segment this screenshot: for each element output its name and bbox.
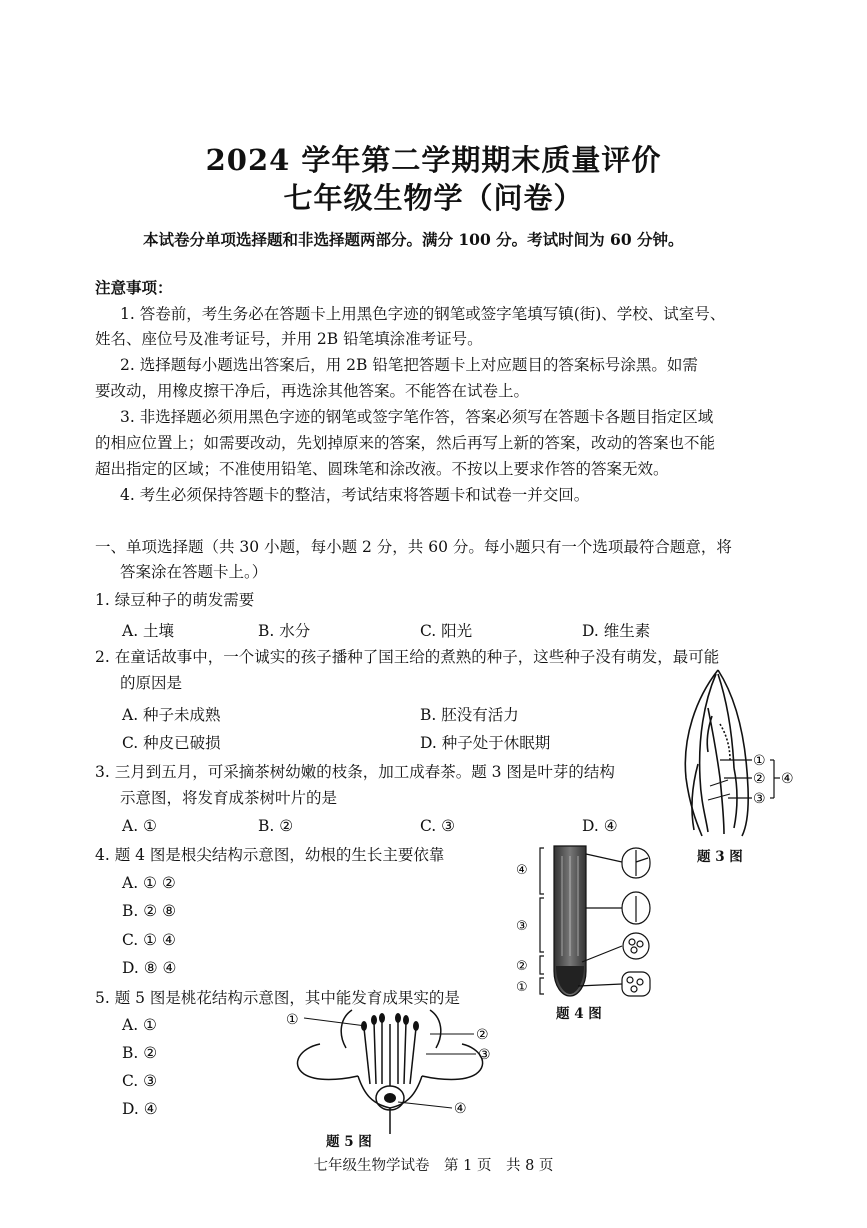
note-line: 1. 答卷前，考生务必在答题卡上用黑色字迹的钢笔或签字笔填写镇(街)、学校、试室号、 bbox=[120, 305, 726, 323]
fig4-caption: 题 4 图 bbox=[556, 1006, 602, 1022]
note-line: 3. 非选择题必须用黑色字迹的钢笔或签字笔作答，答案必须写在答题卡各题目指定区域 bbox=[120, 408, 714, 426]
fig4-label-2: ② bbox=[516, 959, 528, 974]
root-tip-figure bbox=[512, 836, 672, 1000]
fig5-caption: 题 5 图 bbox=[326, 1134, 372, 1150]
fig3-caption: 题 3 图 bbox=[697, 849, 743, 865]
fig3-label-2: ② bbox=[753, 771, 766, 787]
q3-option-d: D. ④ bbox=[582, 817, 618, 835]
note-line: 姓名、座位号及准考证号，并用 2B 铅笔填涂准考证号。 bbox=[95, 330, 483, 348]
question-3-stem: 3. 三月到五月，可采摘茶树幼嫩的枝条，加工成春茶。题 3 图是叶芽的结构 bbox=[95, 763, 615, 781]
note-line: 4. 考生必须保持答题卡的整洁，考试结束将答题卡和试卷一并交回。 bbox=[120, 486, 590, 504]
note-line: 的相应位置上；如需要改动，先划掉原来的答案，然后再写上新的答案，改动的答案也不能 bbox=[95, 434, 716, 452]
fig4-label-3: ③ bbox=[516, 919, 528, 934]
exam-info: 本试卷分单项选择题和非选择题两部分。满分 100 分。考试时间为 60 分钟。 bbox=[143, 230, 684, 249]
question-5-stem: 5. 题 5 图是桃花结构示意图，其中能发育成果实的是 bbox=[95, 989, 460, 1007]
fig4-label-1: ① bbox=[516, 980, 528, 995]
q1-option-c: C. 阳光 bbox=[420, 622, 473, 640]
fig5-label-1: ① bbox=[286, 1012, 299, 1028]
q5-option-a: A. ① bbox=[122, 1016, 157, 1034]
q1-option-a: A. 土壤 bbox=[122, 622, 175, 640]
q4-option-c: C. ① ④ bbox=[122, 931, 176, 949]
question-3-stem-cont: 示意图，将发育成茶树叶片的是 bbox=[120, 789, 338, 807]
note-line: 要改动，用橡皮擦干净后，再选涂其他答案。不能答在试卷上。 bbox=[95, 382, 530, 400]
q5-option-c: C. ③ bbox=[122, 1072, 158, 1090]
section-heading: 一、单项选择题（共 30 小题，每小题 2 分，共 60 分。每小题只有一个选项最符合题意，将 bbox=[95, 538, 732, 556]
peach-flower-figure bbox=[280, 1004, 500, 1138]
q1-option-b: B. 水分 bbox=[258, 622, 311, 640]
q1-option-d: D. 维生素 bbox=[582, 622, 651, 640]
q2-option-b: B. 胚没有活力 bbox=[420, 706, 519, 724]
fig5-label-4: ④ bbox=[454, 1101, 467, 1117]
fig3-label-4: ④ bbox=[781, 771, 794, 787]
fig3-label-1: ① bbox=[753, 753, 766, 769]
q4-option-b: B. ② ⑧ bbox=[122, 902, 176, 920]
q3-option-b: B. ② bbox=[258, 817, 294, 835]
q5-option-b: B. ② bbox=[122, 1044, 158, 1062]
q4-option-d: D. ⑧ ④ bbox=[122, 959, 177, 977]
q2-option-a: A. 种子未成熟 bbox=[122, 706, 221, 724]
q2-option-d: D. 种子处于休眠期 bbox=[420, 734, 551, 752]
q4-option-a: A. ① ② bbox=[122, 874, 176, 892]
q5-option-d: D. ④ bbox=[122, 1100, 158, 1118]
leaf-bud-figure bbox=[668, 668, 818, 840]
fig5-label-2: ② bbox=[476, 1027, 489, 1043]
section-heading-cont: 答案涂在答题卡上。） bbox=[120, 563, 268, 581]
page-title: 2024 学年第二学期期末质量评价 bbox=[205, 143, 662, 177]
fig3-label-3: ③ bbox=[753, 791, 766, 807]
page-footer: 七年级生物学试卷 第 1 页 共 8 页 bbox=[313, 1158, 554, 1174]
q3-option-c: C. ③ bbox=[420, 817, 456, 835]
notes-heading: 注意事项： bbox=[95, 278, 173, 297]
question-1-stem: 1. 绿豆种子的萌发需要 bbox=[95, 591, 255, 609]
question-2-stem: 2. 在童话故事中，一个诚实的孩子播种了国王给的煮熟的种子，这些种子没有萌发，最可能 bbox=[95, 648, 720, 666]
fig4-label-4: ④ bbox=[516, 863, 528, 878]
note-line: 超出指定的区域；不准使用铅笔、圆珠笔和涂改液。不按以上要求作答的答案无效。 bbox=[95, 460, 669, 478]
note-line: 2. 选择题每小题选出答案后，用 2B 铅笔把答题卡上对应题目的答案标号涂黑。如需 bbox=[120, 356, 698, 374]
page-subtitle: 七年级生物学（问卷） bbox=[283, 181, 584, 215]
fig5-label-3: ③ bbox=[478, 1047, 491, 1063]
question-4-stem: 4. 题 4 图是根尖结构示意图，幼根的生长主要依靠 bbox=[95, 846, 445, 864]
question-2-stem-cont: 的原因是 bbox=[120, 674, 183, 692]
q2-option-c: C. 种皮已破损 bbox=[122, 734, 221, 752]
q3-option-a: A. ① bbox=[122, 817, 157, 835]
